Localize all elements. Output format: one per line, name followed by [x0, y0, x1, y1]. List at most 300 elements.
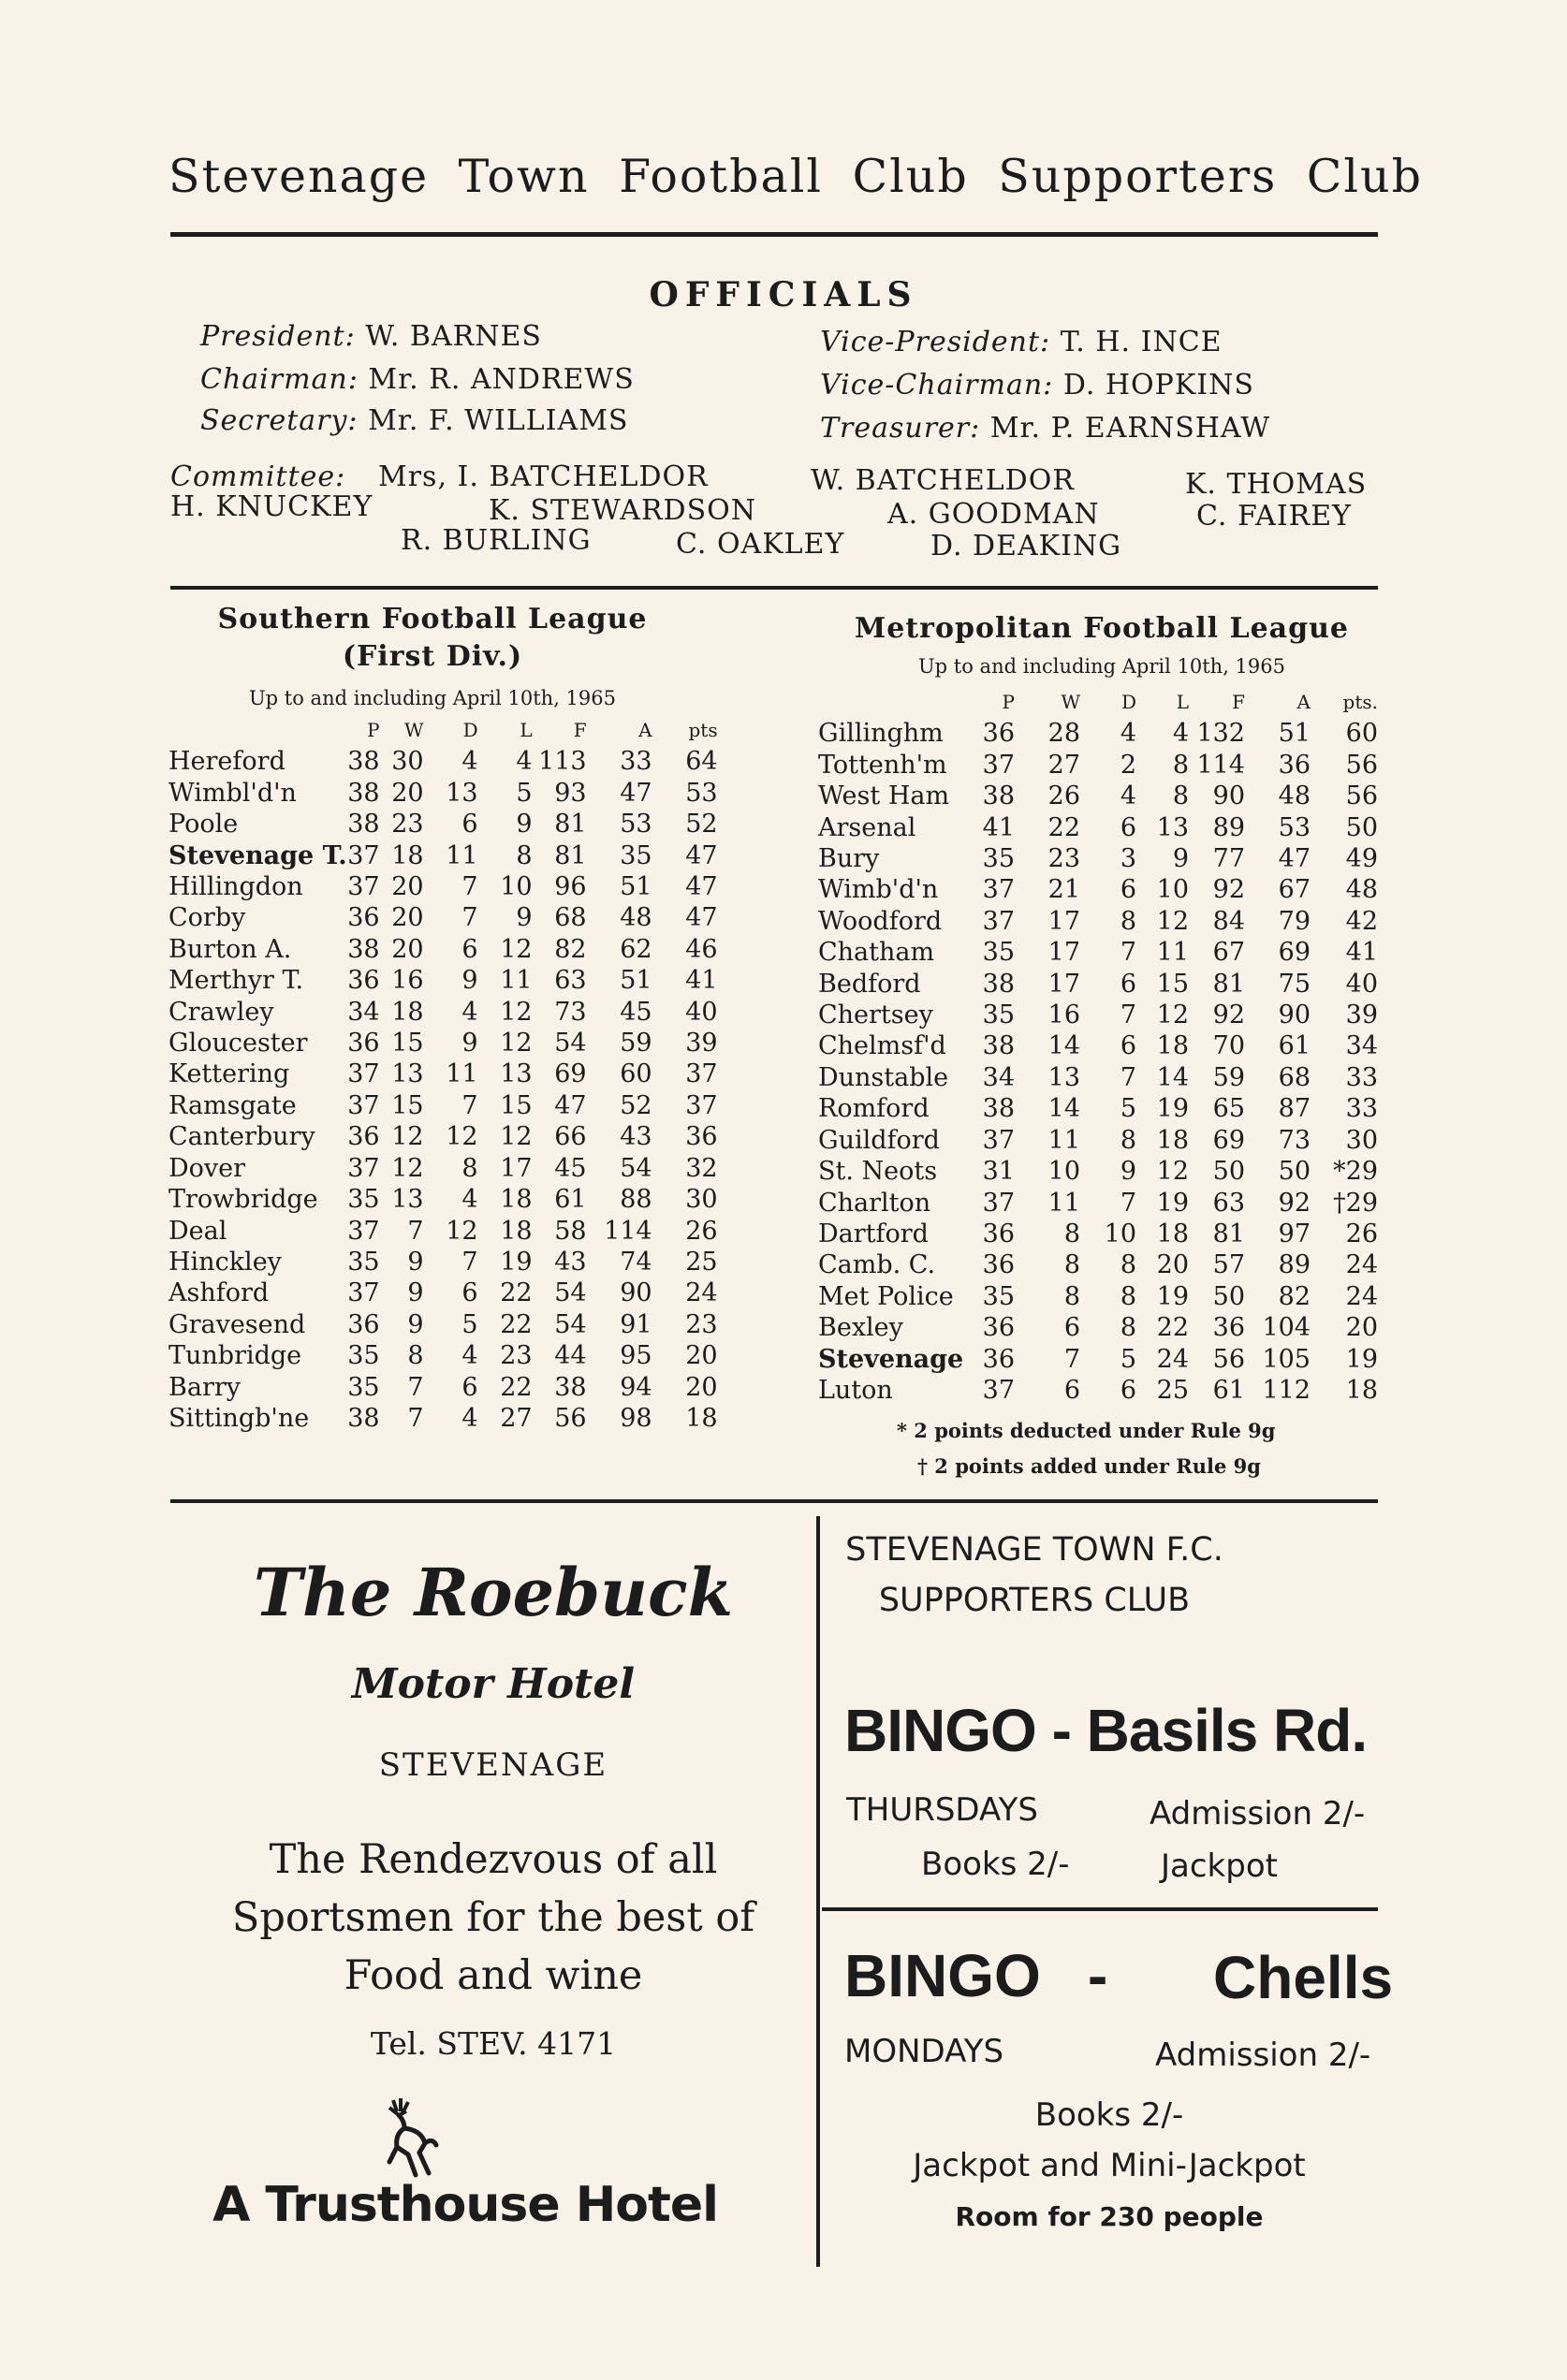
stat-cell: 53 — [1278, 812, 1311, 842]
stat-cell: 112 — [1262, 1375, 1311, 1405]
stat-cell: 13 — [1156, 812, 1189, 842]
stat-cell: 15 — [500, 1090, 533, 1120]
stat-cell: 44 — [554, 1341, 587, 1371]
stat-cell: 54 — [554, 1309, 587, 1339]
stat-cell: 56 — [1345, 781, 1378, 811]
stat-cell: 9 — [516, 903, 533, 933]
table-row — [818, 1375, 1378, 1406]
team-name: West Ham — [818, 781, 950, 811]
stat-cell: 57 — [1212, 1250, 1245, 1280]
table-row — [168, 1059, 718, 1089]
stat-cell: 6 — [1120, 875, 1136, 905]
col-header: pts — [688, 719, 718, 741]
stat-cell: 6 — [1063, 1375, 1080, 1405]
stat-cell: 42 — [1345, 906, 1378, 936]
stat-cell: 11 — [446, 1059, 478, 1089]
stat-cell: 8 — [1120, 1250, 1136, 1280]
stat-cell: 41 — [982, 812, 1015, 842]
stat-cell: 36 — [1212, 1313, 1245, 1343]
team-name: Burton A. — [168, 934, 292, 964]
ads-rule — [170, 1499, 1378, 1503]
stat-cell: 38 — [347, 747, 380, 777]
team-name: Hereford — [168, 747, 286, 777]
stat-cell: 36 — [685, 1122, 718, 1152]
stat-cell: 52 — [620, 1090, 652, 1120]
stat-cell: 36 — [347, 903, 380, 933]
stat-cell: 37 — [347, 1090, 380, 1120]
committee-member: Mrs, I. BATCHELDOR — [378, 460, 709, 493]
team-name: Bedford — [818, 969, 921, 999]
stat-cell: 36 — [982, 1313, 1015, 1343]
stat-cell: 17 — [1047, 938, 1080, 968]
stat-cell: 18 — [1345, 1375, 1378, 1405]
stat-cell: 12 — [1156, 1157, 1189, 1187]
stat-cell: 60 — [620, 1059, 652, 1089]
stat-cell: 37 — [982, 750, 1015, 780]
stat-cell: 61 — [1278, 1031, 1311, 1061]
stat-cell: 50 — [1345, 812, 1378, 842]
basils-day: THURSDAYS — [846, 1791, 1038, 1829]
stat-cell: 38 — [347, 934, 380, 964]
stat-cell: 7 — [461, 903, 478, 933]
table-row — [818, 781, 1378, 811]
stat-cell: 132 — [1196, 719, 1245, 749]
stat-cell: 34 — [1345, 1031, 1378, 1061]
stat-cell: 9 — [407, 1278, 424, 1308]
table-row — [818, 1093, 1378, 1124]
committee-member: H. KNUCKEY — [170, 490, 373, 523]
table-row — [818, 843, 1378, 874]
table-row — [818, 718, 1378, 749]
stat-cell: 17 — [1047, 906, 1080, 936]
team-name: Corby — [168, 903, 246, 933]
stat-cell: 8 — [1120, 906, 1136, 936]
stat-cell: 69 — [1212, 1125, 1245, 1155]
treasurer-role: Treasurer: — [820, 412, 981, 445]
stat-cell: 92 — [1212, 875, 1245, 905]
stat-cell: 20 — [391, 778, 424, 808]
stat-cell: 40 — [1345, 969, 1378, 999]
stat-cell: 28 — [1047, 719, 1080, 749]
team-name: Gloucester — [168, 1029, 308, 1059]
stat-cell: 52 — [685, 810, 718, 840]
stat-cell: 74 — [620, 1247, 652, 1277]
vice-chairman-name: D. HOPKINS — [1062, 369, 1254, 402]
team-name: Guildford — [818, 1125, 940, 1155]
stat-cell: 18 — [500, 1185, 533, 1215]
stat-cell: 67 — [1212, 938, 1245, 968]
table-row — [818, 937, 1378, 968]
officials-title: OFFICIALS — [649, 275, 918, 314]
stat-cell: 36 — [982, 1250, 1015, 1280]
metropolitan-league-table — [818, 687, 1378, 1406]
stat-cell: 89 — [1212, 812, 1245, 842]
table-row — [168, 1403, 718, 1434]
stat-cell: 36 — [1278, 750, 1311, 780]
stat-cell: 7 — [1063, 1344, 1080, 1374]
committee-member: W. BATCHELDOR — [811, 464, 1075, 497]
stat-cell: 36 — [347, 966, 380, 996]
stat-cell: 63 — [1212, 1188, 1245, 1218]
stat-cell: 104 — [1262, 1313, 1311, 1343]
team-name: Bury — [818, 844, 880, 874]
table-row — [168, 1278, 718, 1308]
committee-member: R. BURLING — [401, 524, 592, 557]
stat-cell: 40 — [685, 997, 718, 1027]
stat-cell: 31 — [982, 1157, 1015, 1187]
stat-cell: 8 — [1063, 1281, 1080, 1311]
stat-cell: 7 — [461, 1090, 478, 1120]
stat-cell: 43 — [620, 1122, 652, 1152]
stat-cell: 33 — [1345, 1062, 1378, 1092]
team-name: Woodford — [818, 906, 943, 936]
stat-cell: 9 — [516, 810, 533, 840]
stat-cell: 94 — [620, 1372, 652, 1402]
stat-cell: 37 — [347, 1059, 380, 1089]
stat-cell: 20 — [685, 1372, 718, 1402]
stat-cell: 4 — [461, 1185, 478, 1215]
stat-cell: 11 — [446, 840, 478, 870]
stat-cell: 61 — [1212, 1375, 1245, 1405]
team-name: Trowbridge — [168, 1185, 318, 1215]
team-name: Dover — [168, 1153, 246, 1183]
team-name: Charlton — [818, 1188, 931, 1218]
chairman-role: Chairman: — [200, 363, 359, 396]
rule-note-deducted: * 2 points deducted under Rule 9g — [897, 1419, 1276, 1442]
stat-cell: 8 — [1120, 1281, 1136, 1311]
stat-cell: 36 — [347, 1122, 380, 1152]
stat-cell: 54 — [620, 1153, 652, 1183]
ads-divider — [816, 1516, 820, 2267]
stat-cell: 10 — [1104, 1219, 1136, 1248]
stat-cell: 8 — [1120, 1313, 1136, 1343]
stat-cell: 26 — [1047, 781, 1080, 811]
chells-books: Books 2/- — [1034, 2096, 1184, 2134]
stat-cell: 81 — [1212, 969, 1245, 999]
stat-cell: 37 — [347, 872, 380, 902]
stat-cell: 7 — [461, 872, 478, 902]
stat-cell: 13 — [500, 1059, 533, 1089]
stat-cell: 37 — [347, 1216, 380, 1246]
team-name: Tottenh'm — [818, 750, 947, 780]
table-row — [818, 1188, 1378, 1219]
stat-cell: 4 — [1120, 781, 1136, 811]
stat-cell: 25 — [1156, 1375, 1189, 1405]
table-row — [818, 1344, 1378, 1375]
stat-cell: 35 — [982, 1281, 1015, 1311]
committee-member: C. OAKLEY — [676, 528, 845, 561]
stat-cell: 65 — [1212, 1094, 1245, 1124]
vice-president-role: Vice-President: — [820, 326, 1051, 358]
stat-cell: 88 — [620, 1185, 652, 1215]
table-row — [168, 1216, 718, 1247]
stat-cell: 56 — [1212, 1344, 1245, 1374]
stat-cell: 9 — [461, 1029, 478, 1059]
team-name: Chelmsf'd — [818, 1031, 946, 1061]
vice-president-name: T. H. INCE — [1060, 326, 1223, 358]
team-name: Merthyr T. — [168, 966, 304, 996]
stat-cell: 24 — [1345, 1281, 1378, 1311]
team-name: Poole — [168, 810, 239, 840]
stat-cell: 9 — [407, 1247, 424, 1277]
stat-cell: 22 — [500, 1309, 533, 1339]
table-row — [818, 1125, 1378, 1156]
stat-cell: 9 — [407, 1309, 424, 1339]
stat-cell: 10 — [500, 872, 533, 902]
stat-cell: 62 — [620, 934, 652, 964]
stat-cell: 21 — [1047, 875, 1080, 905]
stat-cell: 36 — [982, 719, 1015, 749]
chairman-name: Mr. R. ANDREWS — [368, 363, 635, 396]
stat-cell: 51 — [1278, 719, 1311, 749]
stat-cell: 70 — [1212, 1031, 1245, 1061]
stat-cell: 84 — [1212, 906, 1245, 936]
stat-cell: 36 — [982, 1219, 1015, 1248]
table-row — [818, 1312, 1378, 1343]
stat-cell: 6 — [1120, 812, 1136, 842]
stat-cell: 10 — [1156, 875, 1189, 905]
roebuck-subtitle: Motor Hotel — [351, 1660, 636, 1708]
officials-rule — [170, 586, 1378, 590]
stat-cell: 20 — [1345, 1313, 1378, 1343]
southern-league-table — [168, 715, 718, 1434]
stat-cell: 36 — [347, 1309, 380, 1339]
table-header-row — [818, 687, 1378, 718]
stat-cell: 12 — [500, 934, 533, 964]
stat-cell: 47 — [1278, 844, 1311, 874]
southern-league-title: Southern Football League — [217, 603, 648, 635]
stat-cell: 12 — [391, 1122, 424, 1152]
committee-member: A. GOODMAN — [887, 498, 1100, 531]
stat-cell: 92 — [1278, 1188, 1311, 1218]
stat-cell: 37 — [685, 1090, 718, 1120]
secretary-role: Secretary: — [200, 404, 359, 437]
southern-league-division: (First Div.) — [342, 640, 523, 673]
stat-cell: 9 — [1172, 844, 1189, 874]
stat-cell: 27 — [500, 1403, 533, 1433]
table-row — [818, 1030, 1378, 1061]
stat-cell: 30 — [391, 747, 424, 777]
stat-cell: 13 — [391, 1185, 424, 1215]
stat-cell: 3 — [1120, 844, 1136, 874]
stat-cell: 60 — [1345, 719, 1378, 749]
team-name: Romford — [818, 1094, 930, 1124]
stat-cell: 13 — [446, 778, 478, 808]
committee-member: C. FAIREY — [1196, 500, 1352, 533]
stat-cell: †29 — [1333, 1188, 1378, 1218]
stat-cell: 36 — [982, 1344, 1015, 1374]
stat-cell: 20 — [391, 934, 424, 964]
team-name: Ashford — [168, 1278, 270, 1308]
stat-cell: 20 — [391, 903, 424, 933]
treasurer-name: Mr. P. EARNSHAW — [989, 412, 1271, 445]
stat-cell: 50 — [1278, 1157, 1311, 1187]
southern-league-date: Up to and including April 10th, 1965 — [248, 687, 617, 709]
stat-cell: 45 — [620, 997, 652, 1027]
stat-cell: 47 — [620, 778, 652, 808]
committee-member: K. THOMAS — [1185, 468, 1368, 501]
team-name: Stevenage — [818, 1344, 964, 1374]
team-name: Barry — [168, 1372, 242, 1402]
col-header: pts. — [1342, 691, 1378, 713]
stat-cell: 34 — [347, 997, 380, 1027]
stat-cell: 12 — [500, 997, 533, 1027]
stat-cell: 8 — [407, 1341, 424, 1371]
stat-cell: 37 — [347, 1278, 380, 1308]
team-name: Chatham — [818, 938, 935, 968]
stat-cell: 19 — [1345, 1344, 1378, 1374]
stat-cell: 14 — [1156, 1062, 1189, 1092]
stat-cell: 46 — [685, 934, 718, 964]
stat-cell: 19 — [1156, 1094, 1189, 1124]
col-header: F — [1232, 691, 1245, 713]
stat-cell: 82 — [554, 934, 587, 964]
table-header-row — [168, 715, 718, 746]
stat-cell: 81 — [554, 840, 587, 870]
stat-cell: 7 — [407, 1216, 424, 1246]
committee-role-label: Committee: — [170, 460, 346, 493]
stat-cell: 23 — [391, 810, 424, 840]
team-name: Chertsey — [818, 1000, 933, 1030]
stat-cell: 7 — [407, 1403, 424, 1433]
roebuck-phone: Tel. STEV. 4171 — [370, 2025, 617, 2062]
stat-cell: 13 — [391, 1059, 424, 1089]
stat-cell: 8 — [1120, 1125, 1136, 1155]
roebuck-town: STEVENAGE — [378, 1746, 608, 1784]
team-name: Deal — [168, 1216, 227, 1246]
stat-cell: 12 — [1156, 906, 1189, 936]
stat-cell: 8 — [516, 840, 533, 870]
chells-room: Room for 230 people — [955, 2201, 1264, 2232]
committee-member: K. STEWARDSON — [489, 494, 756, 527]
stat-cell: 25 — [685, 1247, 718, 1277]
stat-cell: 6 — [1120, 1375, 1136, 1405]
stat-cell: 68 — [554, 903, 587, 933]
stat-cell: 20 — [391, 872, 424, 902]
stat-cell: 4 — [461, 747, 478, 777]
team-name: Hillingdon — [168, 872, 303, 902]
stat-cell: 45 — [554, 1153, 587, 1183]
stat-cell: 8 — [1063, 1219, 1080, 1248]
stat-cell: 4 — [1120, 719, 1136, 749]
table-row — [818, 750, 1378, 781]
col-header: P — [367, 719, 380, 741]
stat-cell: 12 — [500, 1122, 533, 1152]
stat-cell: 81 — [1212, 1219, 1245, 1248]
stat-cell: 69 — [1278, 938, 1311, 968]
stat-cell: 54 — [554, 1029, 587, 1059]
stat-cell: 77 — [1212, 844, 1245, 874]
stat-cell: 75 — [1278, 969, 1311, 999]
stat-cell: 61 — [554, 1185, 587, 1215]
stat-cell: 37 — [982, 1188, 1015, 1218]
stat-cell: 7 — [1120, 1188, 1136, 1218]
stat-cell: 8 — [1172, 781, 1189, 811]
basils-admission: Admission 2/- — [1150, 1795, 1366, 1832]
team-name: St. Neots — [818, 1157, 938, 1187]
stat-cell: *29 — [1333, 1157, 1378, 1187]
stat-cell: 47 — [685, 903, 718, 933]
team-col-header — [818, 687, 982, 718]
stat-cell: 38 — [982, 1031, 1015, 1061]
team-name: Hinckley — [168, 1247, 282, 1277]
stat-cell: 13 — [1047, 1062, 1080, 1092]
stat-cell: 47 — [554, 1090, 587, 1120]
stat-cell: 9 — [1120, 1157, 1136, 1187]
stat-cell: 16 — [391, 966, 424, 996]
bingo-chells-word: BINGO — [844, 1942, 1041, 2009]
team-name: Canterbury — [168, 1122, 315, 1152]
stat-cell: 22 — [1047, 812, 1080, 842]
stat-cell: 48 — [620, 903, 652, 933]
stat-cell: 4 — [1172, 719, 1189, 749]
president-row — [200, 320, 542, 353]
stat-cell: 5 — [1120, 1094, 1136, 1124]
stat-cell: 17 — [500, 1153, 533, 1183]
table-row — [168, 1153, 718, 1184]
metropolitan-league-title: Metropolitan Football League — [855, 612, 1349, 645]
stat-cell: 18 — [391, 840, 424, 870]
stat-cell: 56 — [554, 1403, 587, 1433]
table-row — [818, 1062, 1378, 1093]
trusthouse-hotel: A Trusthouse Hotel — [212, 2177, 718, 2233]
stat-cell: 34 — [982, 1062, 1015, 1092]
table-row — [818, 874, 1378, 905]
stat-cell: 53 — [685, 778, 718, 808]
stat-cell: 22 — [500, 1278, 533, 1308]
stat-cell: 38 — [347, 778, 380, 808]
team-name: Dunstable — [818, 1062, 949, 1092]
stat-cell: 66 — [554, 1122, 587, 1152]
stat-cell: 38 — [554, 1372, 587, 1402]
stat-cell: 23 — [1047, 844, 1080, 874]
stat-cell: 6 — [461, 1372, 478, 1402]
col-header: A — [638, 719, 652, 741]
stat-cell: 22 — [500, 1372, 533, 1402]
col-header: D — [462, 719, 478, 741]
stat-cell: 37 — [982, 1375, 1015, 1405]
table-row — [168, 934, 718, 965]
stat-cell: 113 — [538, 747, 587, 777]
table-row — [168, 746, 718, 777]
table-row — [168, 1184, 718, 1215]
stat-cell: 15 — [391, 1090, 424, 1120]
stat-cell: 63 — [554, 966, 587, 996]
stat-cell: 114 — [1196, 750, 1245, 780]
stat-cell: 18 — [685, 1403, 718, 1433]
stat-cell: 39 — [685, 1029, 718, 1059]
team-name: Crawley — [168, 997, 274, 1027]
stat-cell: 35 — [982, 1000, 1015, 1030]
bingo-club-title-2: SUPPORTERS CLUB — [878, 1582, 1191, 1619]
team-name: Arsenal — [818, 812, 916, 842]
stat-cell: 22 — [1156, 1313, 1189, 1343]
stat-cell: 73 — [1278, 1125, 1311, 1155]
stat-cell: 30 — [685, 1185, 718, 1215]
stat-cell: 7 — [1120, 938, 1136, 968]
stat-cell: 93 — [554, 778, 587, 808]
stat-cell: 19 — [500, 1247, 533, 1277]
stat-cell: 24 — [685, 1278, 718, 1308]
table-row — [818, 1156, 1378, 1187]
stat-cell: 43 — [554, 1247, 587, 1277]
table-row — [168, 1309, 718, 1340]
stat-cell: 11 — [1156, 938, 1189, 968]
team-name: Gravesend — [168, 1309, 306, 1339]
stat-cell: 53 — [620, 810, 652, 840]
stat-cell: 24 — [1345, 1250, 1378, 1280]
stat-cell: 49 — [1345, 844, 1378, 874]
